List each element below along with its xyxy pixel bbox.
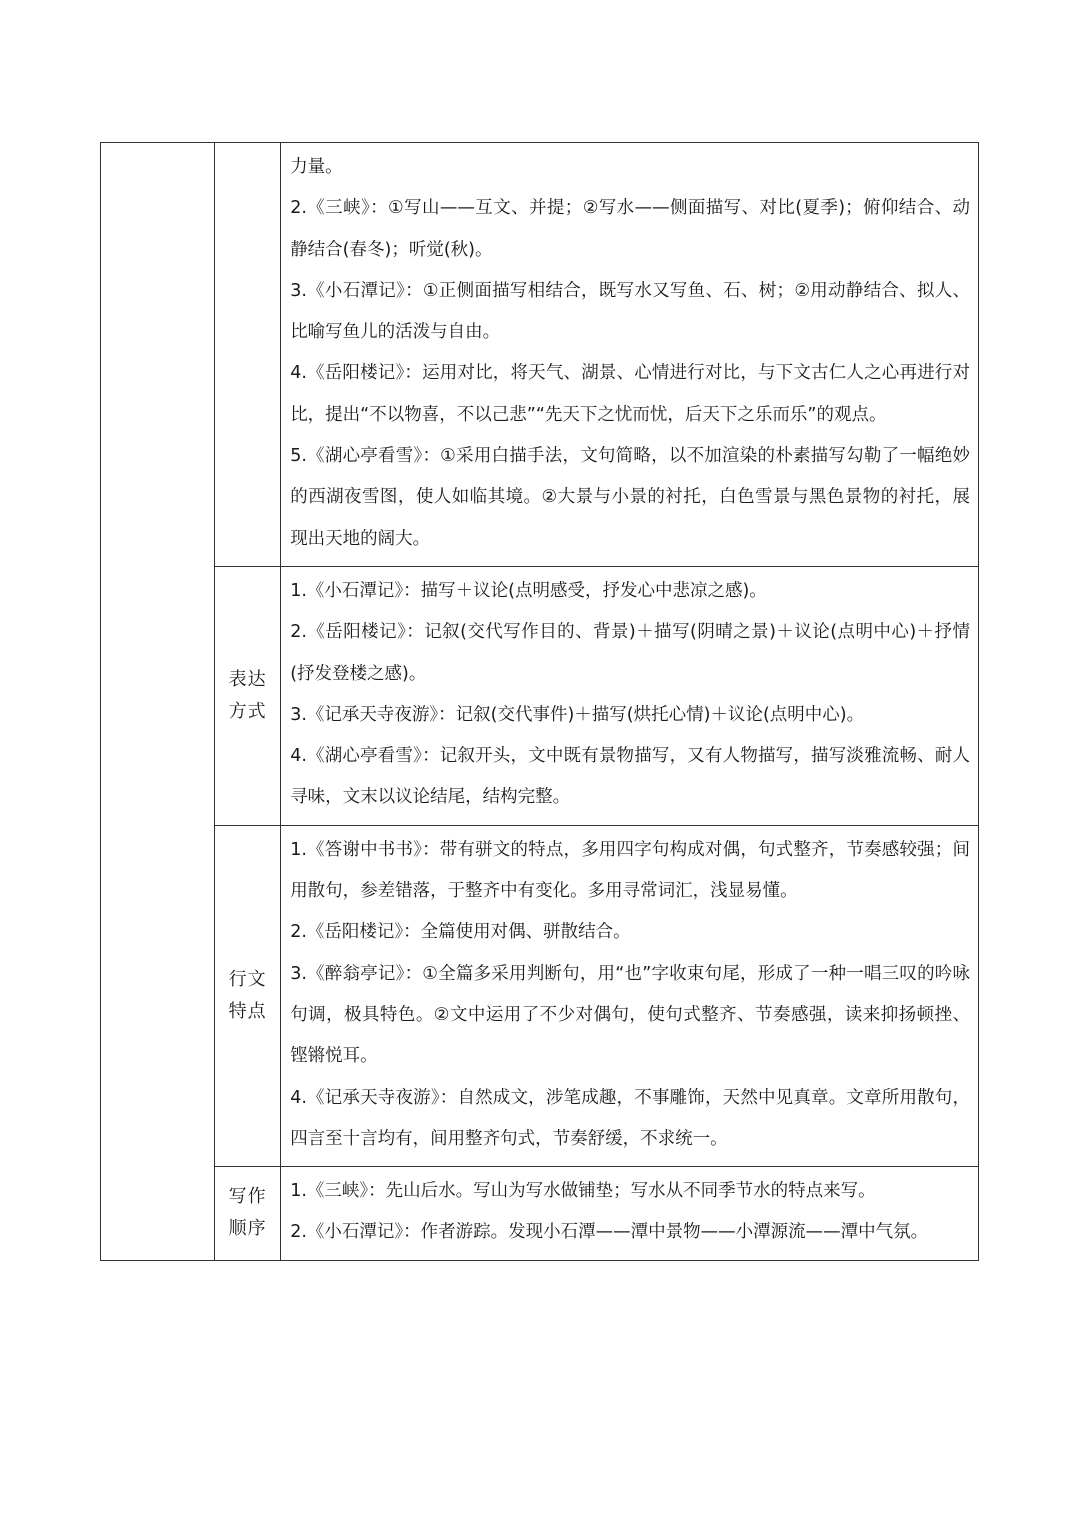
- list-item: 1.《答谢中书书》：带有骈文的特点，多用四字句构成对偶，句式整齐，节奏感较强；间用散句，参差错落，于整齐中有变化。多用寻常词汇，浅显易懂。: [290, 839, 970, 902]
- category-cell: [101, 143, 215, 1261]
- list-item: 3.《小石潭记》：①正侧面描写相结合，既写水又写鱼、石、树；②用动静结合、拟人、比喻写鱼儿的活泼与自由。: [290, 280, 970, 343]
- list-item: 2.《岳阳楼记》：全篇使用对偶、骈散结合。: [290, 922, 631, 943]
- list-item: 3.《记承天寺夜游》：记叙(交代事件)＋描写(烘托心情)＋议论(点明中心)。: [290, 704, 865, 725]
- row-label-line: 行文: [228, 968, 267, 990]
- table-row-order: [101, 1167, 979, 1261]
- list-item: 1.《三峡》：先山后水。写山为写水做铺垫；写水从不同季节水的特点来写。: [290, 1181, 876, 1202]
- content-cell: [281, 566, 979, 825]
- row-label-cell: [215, 1167, 281, 1261]
- table-row-style: [101, 825, 979, 1166]
- list-item: 4.《湖心亭看雪》：记叙开头，文中既有景物描写，又有人物描写，描写淡雅流畅、耐人寻味，文末以议论结尾，结构完整。: [290, 746, 970, 808]
- row-label-line: 顺序: [228, 1218, 267, 1240]
- list-item: 2.《岳阳楼记》：记叙(交代写作目的、背景)＋描写(阴晴之景)＋议论(点明中心)＋抒情(抒发登楼之感)。: [290, 622, 970, 684]
- list-item: 力量。: [290, 157, 343, 177]
- list-item: 5.《湖心亭看雪》：①采用白描手法，文句简略，以不加渲染的朴素描写勾勒了一幅绝妙的西湖夜雪图，使人如临其境。②大景与小景的衬托，白色雪景与黑色景物的衬托，展现出天地的阔大。: [290, 446, 970, 549]
- summary-table: [100, 142, 979, 1261]
- table-row-techniques: [101, 143, 979, 567]
- list-item: 2.《小石潭记》：作者游踪。发现小石潭——潭中景物——小潭源流——潭中气氛。: [290, 1222, 929, 1243]
- list-item: 4.《岳阳楼记》：运用对比，将天气、湖景、心情进行对比，与下文古仁人之心再进行对比，提出“不以物喜，不以己悲”“先天下之忧而忧，后天下之乐而乐”的观点。: [290, 363, 970, 425]
- table-row-expression: [101, 566, 979, 825]
- row-label-cell: [215, 566, 281, 825]
- list-item: 2.《三峡》：①写山——互文、并提；②写水——侧面描写、对比(夏季)；俯仰结合、动静结合(春冬)；听觉(秋)。: [290, 198, 970, 260]
- row-label-cell: [215, 825, 281, 1166]
- row-label-line: 方式: [228, 700, 267, 722]
- list-item: 3.《醉翁亭记》：①全篇多采用判断句，用“也”字收束句尾，形成了一种一唱三叹的吟咏句调，极具特色。②文中运用了不少对偶句，使句式整齐、节奏感强，读来抑扬顿挫、铿锵悦耳。: [290, 963, 970, 1067]
- list-item: 4.《记承天寺夜游》：自然成文，涉笔成趣，不事雕饰，天然中见真章。文章所用散句，四言至十言均有，间用整齐句式，节奏舒缓，不求统一。: [290, 1087, 970, 1149]
- content-cell: [281, 1167, 979, 1261]
- list-item: 1.《小石潭记》：描写＋议论(点明感受，抒发心中悲凉之感)。: [290, 580, 767, 601]
- row-label-cell: [215, 143, 281, 567]
- row-label-line: 写作: [228, 1186, 267, 1208]
- row-label-line: 特点: [228, 1000, 267, 1022]
- row-label-line: 表达: [228, 668, 267, 690]
- content-cell: [281, 143, 979, 567]
- content-cell: [281, 825, 979, 1166]
